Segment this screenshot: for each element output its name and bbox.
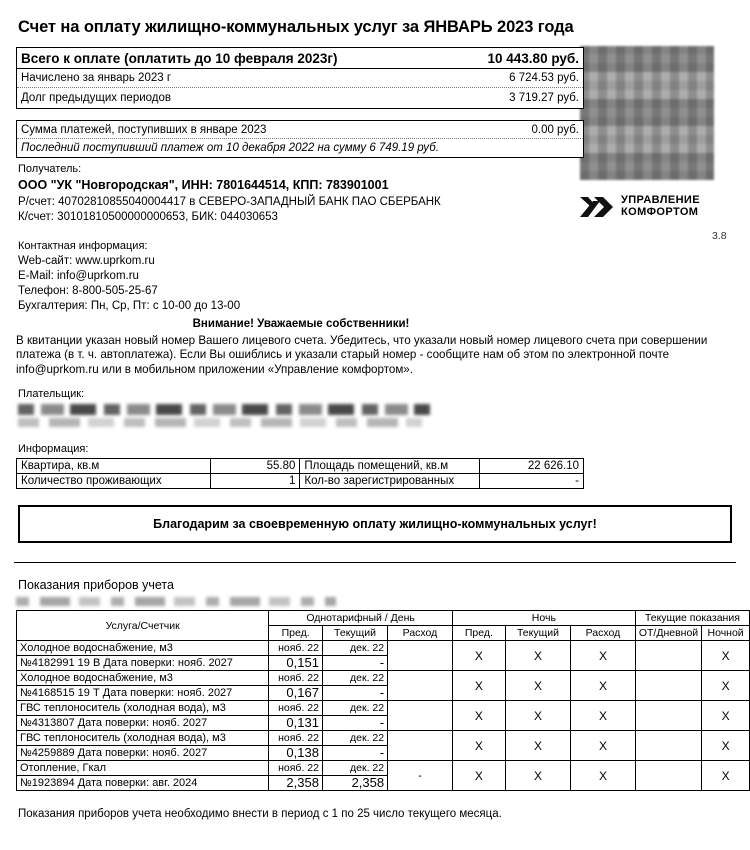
payer-heading: Плательщик: xyxy=(18,388,85,400)
day-consumption xyxy=(388,701,453,731)
uk-logo-mark xyxy=(580,195,614,219)
night-consumption: X xyxy=(571,701,636,731)
meter-serial: №4168515 19 Т Дата поверки: нояб. 2027 xyxy=(17,686,269,701)
header-current-ot-day: ОТ/Дневной xyxy=(635,626,701,641)
night-current: X xyxy=(505,701,570,731)
total-due-value: 10 443.80 руб. xyxy=(487,50,579,66)
accrued-label: Начислено за январь 2023 г xyxy=(21,72,172,84)
totals-box xyxy=(16,47,584,109)
service-name: ГВС теплоноситель (холодная вода), м3 xyxy=(17,701,269,716)
table-row xyxy=(17,474,584,489)
logo-text xyxy=(621,195,700,219)
meter-serial: №4313807 Дата поверки: нояб. 2027 xyxy=(17,716,269,731)
payer-name-redacted xyxy=(18,404,430,415)
residents-label: Количество проживающих xyxy=(17,474,211,489)
contacts-website[interactable]: Web-сайт: www.uprkom.ru xyxy=(18,255,155,267)
day-current-value[interactable]: - xyxy=(322,746,387,761)
page-title: Счет на оплату жилищно-коммунальных услуг за ЯНВАРЬ 2023 года xyxy=(18,18,574,36)
previous-debt-label: Долг предыдущих периодов xyxy=(21,91,171,104)
day-current-period: дек. 22 xyxy=(322,731,387,746)
meter-readings-table xyxy=(16,610,750,791)
day-current-period: дек. 22 xyxy=(322,761,387,776)
recipient-correspondent-account: К/счет: 30101810500000000653, БИК: 044030653 xyxy=(18,211,278,223)
day-prev-value: 0,151 xyxy=(269,656,323,671)
day-current-period: дек. 22 xyxy=(322,701,387,716)
service-name: Холодное водоснабжение, м3 xyxy=(17,641,269,656)
current-ot-day xyxy=(635,761,701,791)
contacts-heading: Контактная информация: xyxy=(18,240,148,252)
payments-received-row xyxy=(17,121,583,139)
day-consumption xyxy=(388,641,453,671)
current-night: X xyxy=(702,641,750,671)
day-prev-period: нояб. 22 xyxy=(269,671,323,686)
thanks-text: Благодарим за своевременную оплату жилищно-коммунальных услуг! xyxy=(153,517,597,531)
contacts-email[interactable]: E-Mail: info@uprkom.ru xyxy=(18,270,139,282)
day-prev-period: нояб. 22 xyxy=(269,731,323,746)
day-prev-value: 0,131 xyxy=(269,716,323,731)
table-header-group-row xyxy=(17,611,750,626)
day-consumption xyxy=(388,671,453,701)
day-prev-period: нояб. 22 xyxy=(269,761,323,776)
header-day-current: Текущий xyxy=(322,626,387,641)
info-table xyxy=(16,458,584,489)
current-night: X xyxy=(702,731,750,761)
total-due-label: Всего к оплате (оплатить до 10 февраля 2023г) xyxy=(21,50,338,66)
day-consumption: - xyxy=(388,761,453,791)
current-ot-day xyxy=(635,701,701,731)
header-night-prev: Пред. xyxy=(452,626,505,641)
day-current-value[interactable]: - xyxy=(322,656,387,671)
payments-received-label: Сумма платежей, поступивших в январе 2023 xyxy=(21,123,267,136)
payments-box xyxy=(16,120,584,158)
section-divider xyxy=(14,562,736,563)
logo-line-2: КОМФОРТОМ xyxy=(621,206,699,218)
night-current: X xyxy=(505,671,570,701)
table-row xyxy=(17,641,750,656)
header-group-day: Однотарифный / День xyxy=(269,611,453,626)
night-prev: X xyxy=(452,641,505,671)
meters-footer-note: Показания приборов учета необходимо внести в период с 1 по 25 число текущего месяца. xyxy=(18,808,502,820)
company-logo xyxy=(580,192,750,222)
meter-serial: №4259889 Дата поверки: нояб. 2027 xyxy=(17,746,269,761)
current-ot-day xyxy=(635,731,701,761)
table-row xyxy=(17,459,584,474)
day-current-value[interactable]: - xyxy=(322,716,387,731)
current-night: X xyxy=(702,671,750,701)
service-name: Холодное водоснабжение, м3 xyxy=(17,671,269,686)
meter-serial: №1923894 Дата поверки: авг. 2024 xyxy=(17,776,269,791)
contacts-phone[interactable]: Телефон: 8-800-505-25-67 xyxy=(18,285,158,297)
night-consumption: X xyxy=(571,731,636,761)
residents-value: 1 xyxy=(210,474,300,489)
building-area-value: 22 626.10 xyxy=(480,459,584,474)
day-consumption xyxy=(388,731,453,761)
registered-value: - xyxy=(480,474,584,489)
night-prev: X xyxy=(452,731,505,761)
night-current: X xyxy=(505,761,570,791)
header-day-consumption: Расход xyxy=(388,626,453,641)
day-prev-period: нояб. 22 xyxy=(269,641,323,656)
header-current-night: Ночной xyxy=(702,626,750,641)
recipient-settlement-account: Р/счет: 40702810855040004417 в СЕВЕРО-ЗАПАДНЫЙ БАНК ПАО СБЕРБАНК xyxy=(18,196,441,208)
day-prev-value: 0,138 xyxy=(269,746,323,761)
day-current-value[interactable]: - xyxy=(322,686,387,701)
current-ot-day xyxy=(635,671,701,701)
header-group-current: Текущие показания xyxy=(635,611,749,626)
current-ot-day xyxy=(635,641,701,671)
notice-body: В квитанции указан новый номер Вашего лицевого счета. Убедитесь, что указали новый номер лицевого счета при совершении платежа (в т. ч. автоплатежа). Если Вы ошиблись и указали старый номер - сообщите нам об этом по электронной почте info@uprkom.ru или в мобильном приложении «Управление комфортом». xyxy=(16,334,708,376)
night-current: X xyxy=(505,731,570,761)
night-consumption: X xyxy=(571,641,636,671)
night-consumption: X xyxy=(571,761,636,791)
day-prev-value: 0,167 xyxy=(269,686,323,701)
qr-code-icon xyxy=(580,46,714,180)
day-prev-value: 2,358 xyxy=(269,776,323,791)
table-row xyxy=(17,671,750,686)
header-group-night: Ночь xyxy=(452,611,635,626)
info-heading: Информация: xyxy=(18,443,89,455)
contacts-accounting-hours: Бухгалтерия: Пн, Ср, Пт: с 10-00 до 13-00 xyxy=(18,300,241,312)
accrued-value: 6 724.53 руб. xyxy=(509,72,579,84)
last-payment-row xyxy=(17,139,583,157)
current-night: X xyxy=(702,761,750,791)
apartment-area-label: Квартира, кв.м xyxy=(17,459,211,474)
header-service: Услуга/Счетчик xyxy=(17,611,269,641)
night-current: X xyxy=(505,641,570,671)
building-area-label: Площадь помещений, кв.м xyxy=(300,459,480,474)
previous-debt-row xyxy=(17,88,583,107)
night-prev: X xyxy=(452,671,505,701)
accrued-row xyxy=(17,69,583,88)
day-current-period: дек. 22 xyxy=(322,641,387,656)
header-day-prev: Пред. xyxy=(269,626,323,641)
last-payment-text: Последний поступивший платеж от 10 декабря 2022 на сумму 6 749.19 руб. xyxy=(21,142,439,154)
day-prev-period: нояб. 22 xyxy=(269,701,323,716)
header-night-consumption: Расход xyxy=(571,626,636,641)
total-due-row xyxy=(17,48,583,69)
recipient-company: ООО "УК "Новгородская", ИНН: 7801644514, КПП: 783901001 xyxy=(18,178,389,192)
payer-address-redacted xyxy=(18,418,422,427)
thanks-banner xyxy=(18,505,732,543)
meter-serial: №4182991 19 В Дата поверки: нояб. 2027 xyxy=(17,656,269,671)
payments-received-value: 0.00 руб. xyxy=(531,123,579,136)
service-name: Отопление, Гкал xyxy=(17,761,269,776)
meters-account-redacted xyxy=(16,597,336,606)
table-row xyxy=(17,701,750,716)
night-prev: X xyxy=(452,701,505,731)
day-current-value[interactable]: 2,358 xyxy=(322,776,387,791)
meters-title: Показания приборов учета xyxy=(18,578,174,592)
registered-label: Кол-во зарегистрированных xyxy=(300,474,480,489)
day-current-period: дек. 22 xyxy=(322,671,387,686)
logo-line-1: УПРАВЛЕНИЕ xyxy=(621,194,700,207)
table-row xyxy=(17,731,750,746)
night-prev: X xyxy=(452,761,505,791)
table-row xyxy=(17,761,750,776)
notice-heading: Внимание! Уважаемые собственники! xyxy=(192,318,410,330)
header-night-current: Текущий xyxy=(505,626,570,641)
document-version: 3.8 xyxy=(712,230,727,242)
recipient-heading: Получатель: xyxy=(18,163,82,175)
service-name: ГВС теплоноситель (холодная вода), м3 xyxy=(17,731,269,746)
previous-debt-value: 3 719.27 руб. xyxy=(509,91,579,104)
apartment-area-value: 55.80 xyxy=(210,459,300,474)
current-night: X xyxy=(702,701,750,731)
night-consumption: X xyxy=(571,671,636,701)
